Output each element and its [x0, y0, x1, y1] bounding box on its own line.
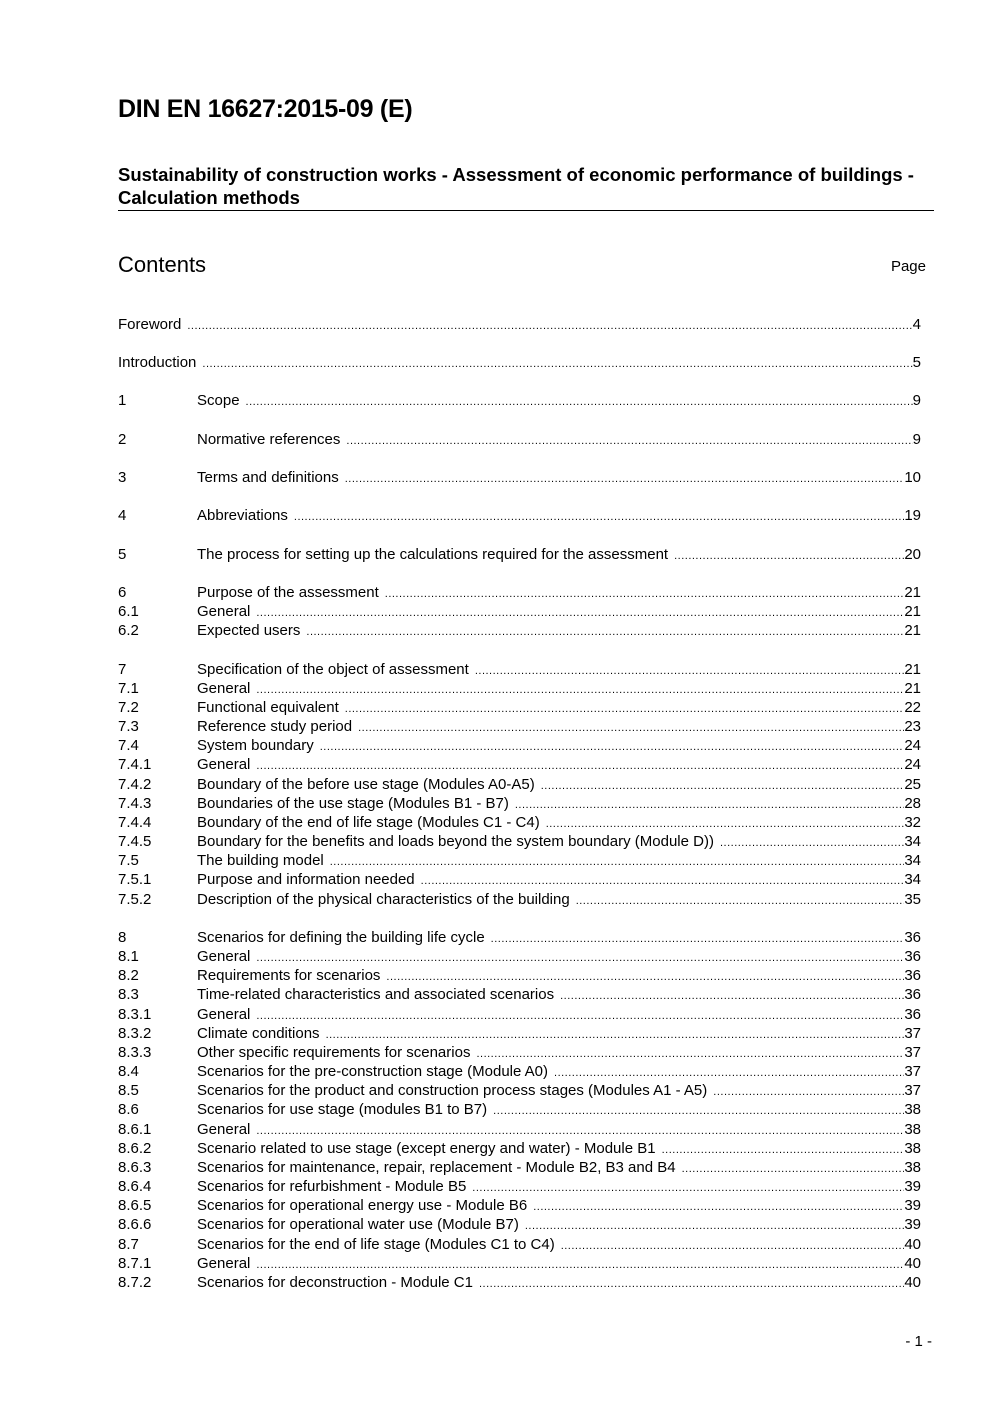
toc-entry[interactable]: [118, 1100, 921, 1119]
toc-section-number: 6.2: [118, 622, 139, 639]
toc-page-number: 38: [904, 1159, 921, 1176]
toc-page-number: 28: [904, 795, 921, 812]
toc-page-number: 10: [904, 469, 921, 486]
toc-page-number: 36: [904, 986, 921, 1003]
toc-dot-leader: [246, 395, 913, 410]
toc-dot-leader: [330, 855, 905, 870]
toc-dot-leader: [713, 1085, 904, 1100]
toc-page-number: 32: [904, 814, 921, 831]
toc-dot-leader: [525, 1219, 904, 1234]
toc-section-number: 8.3: [118, 986, 139, 1003]
toc-page-number: 24: [904, 737, 921, 754]
toc-entry[interactable]: [118, 1062, 921, 1081]
toc-dot-leader: [421, 874, 905, 889]
toc-section-title: Reference study period: [197, 718, 353, 735]
toc-section-title: Climate conditions: [197, 1025, 320, 1042]
toc-section-title: Scenarios for deconstruction - Module C1: [197, 1274, 473, 1291]
toc-page-number: 23: [904, 718, 921, 735]
toc-entry[interactable]: [118, 1120, 921, 1139]
toc-page-number: 38: [904, 1121, 921, 1138]
document-id: DIN EN 16627:2015-09 (E): [118, 95, 413, 123]
toc-dot-leader: [345, 702, 905, 717]
toc-section-number: 8.6.6: [118, 1216, 152, 1233]
toc-page-number: 25: [904, 776, 921, 793]
toc-page-number: 36: [904, 1006, 921, 1023]
toc-section-title: Scenarios for operational water use (Module B7): [197, 1216, 519, 1233]
toc-section-number: 7: [118, 661, 127, 678]
toc-entry[interactable]: [118, 1158, 921, 1177]
toc-section-number: 7.3: [118, 718, 139, 735]
toc-entry[interactable]: [118, 1005, 921, 1024]
toc-entry[interactable]: [118, 947, 921, 966]
toc-section-title: Description of the physical characteristics of the building: [197, 891, 570, 908]
toc-dot-leader: [554, 1066, 904, 1081]
toc-section-title: Other specific requirements for scenarios: [197, 1044, 471, 1061]
toc-section-number: 8.6.3: [118, 1159, 152, 1176]
toc-section-number: 7.4.3: [118, 795, 152, 812]
toc-entry[interactable]: [118, 1043, 921, 1062]
toc-section-number: 7.4.2: [118, 776, 152, 793]
toc-section-number: 7.4.1: [118, 756, 152, 773]
toc-section-number: 1: [118, 392, 127, 409]
toc-dot-leader: [256, 1124, 904, 1139]
toc-section-title: The process for setting up the calculations required for the assessment: [197, 546, 669, 563]
toc-dot-leader: [346, 434, 912, 449]
toc-entry[interactable]: [118, 1235, 921, 1254]
toc-section-number: 7.4: [118, 737, 139, 754]
toc-entry[interactable]: [118, 1177, 921, 1196]
toc-dot-leader: [560, 989, 904, 1004]
toc-entry[interactable]: [118, 1273, 921, 1292]
toc-entry[interactable]: [118, 775, 921, 794]
toc-section-number: 8.3.1: [118, 1006, 152, 1023]
toc-section-title: Specification of the object of assessment: [197, 661, 469, 678]
toc-page-number: 19: [904, 507, 921, 524]
toc-dot-leader: [546, 817, 905, 832]
toc-dot-leader: [491, 932, 905, 947]
toc-entry[interactable]: [118, 583, 921, 602]
page-column-label: Page: [890, 258, 926, 275]
toc-section-title: Scenarios for the pre-construction stage (Module A0): [197, 1063, 549, 1080]
toc-dot-leader: [326, 1028, 905, 1043]
toc-dot-leader: [476, 1047, 904, 1062]
toc-section-number: 8.6.2: [118, 1140, 152, 1157]
toc-section-title: Time-related characteristics and associated scenarios: [197, 986, 555, 1003]
toc-page-number: 4: [912, 316, 921, 333]
toc-section-title: General: [197, 1121, 251, 1138]
toc-section-title: Functional equivalent: [197, 699, 339, 716]
toc-entry[interactable]: [118, 736, 921, 755]
toc-section-title: Terms and definitions: [197, 469, 339, 486]
toc-dot-leader: [541, 779, 905, 794]
toc-dot-leader: [720, 836, 904, 851]
toc-page-number: 37: [904, 1025, 921, 1042]
toc-entry[interactable]: [118, 430, 921, 449]
toc-section-title: Foreword: [118, 316, 182, 333]
toc-section-number: 8.1: [118, 948, 139, 965]
toc-section-title: General: [197, 756, 251, 773]
toc-dot-leader: [674, 549, 904, 564]
toc-section-number: 2: [118, 431, 127, 448]
toc-section-number: 8.5: [118, 1082, 139, 1099]
toc-page-number: 21: [904, 622, 921, 639]
toc-page-number: 37: [904, 1082, 921, 1099]
toc-entry[interactable]: [118, 966, 921, 985]
contents-heading: Contents: [118, 252, 207, 277]
toc-entry[interactable]: [118, 468, 921, 487]
toc-page-number: 34: [904, 833, 921, 850]
toc-page-number: 21: [904, 661, 921, 678]
toc-section-title: Scope: [197, 392, 240, 409]
toc-dot-leader: [475, 664, 904, 679]
toc-section-title: Scenarios for maintenance, repair, replacement - Module B2, B3 and B4: [197, 1159, 676, 1176]
toc-dot-leader: [187, 319, 912, 334]
toc-entry[interactable]: [118, 1024, 921, 1043]
toc-entry[interactable]: [118, 755, 921, 774]
document-title: Sustainability of construction works - Assessment of economic performance of buildings - Calculation methods: [118, 164, 914, 208]
toc-page-number: 35: [904, 891, 921, 908]
toc-entry[interactable]: [118, 832, 921, 851]
toc-page-number: 36: [904, 948, 921, 965]
toc-section-title: Scenario related to use stage (except energy and water) - Module B1: [197, 1140, 656, 1157]
toc-page-number: 21: [904, 680, 921, 697]
toc-dot-leader: [320, 740, 905, 755]
toc-page-number: 9: [912, 431, 921, 448]
toc-entry[interactable]: [118, 698, 921, 717]
toc-page-number: 9: [912, 392, 921, 409]
toc-section-title: Boundary of the end of life stage (Modules C1 - C4): [197, 814, 540, 831]
toc-section-number: 8.3.3: [118, 1044, 152, 1061]
toc-entry[interactable]: [118, 660, 921, 679]
toc-page-number: 20: [904, 546, 921, 563]
toc-page-number: 39: [904, 1178, 921, 1195]
toc-dot-leader: [256, 1009, 904, 1024]
toc-section-title: General: [197, 1006, 251, 1023]
toc-entry[interactable]: [118, 506, 921, 525]
toc-dot-leader: [386, 970, 904, 985]
toc-section-title: Purpose of the assessment: [197, 584, 379, 601]
toc-dot-leader: [533, 1200, 904, 1215]
toc-dot-leader: [306, 625, 904, 640]
toc-section-number: 8.7.2: [118, 1274, 152, 1291]
toc-entry[interactable]: [118, 679, 921, 698]
toc-section-number: 8.6.4: [118, 1178, 152, 1195]
toc-section-title: System boundary: [197, 737, 314, 754]
toc-entry[interactable]: [118, 870, 921, 889]
toc-page-number: 36: [904, 967, 921, 984]
toc-section-number: 7.5: [118, 852, 139, 869]
toc-section-number: 7.5.2: [118, 891, 152, 908]
toc-section-number: 8.6.1: [118, 1121, 152, 1138]
toc-dot-leader: [662, 1143, 905, 1158]
toc-entry[interactable]: [118, 353, 921, 372]
toc-page-number: 37: [904, 1063, 921, 1080]
toc-dot-leader: [493, 1104, 904, 1119]
toc-page-number: 40: [904, 1236, 921, 1253]
toc-section-number: 7.1: [118, 680, 139, 697]
toc-entry[interactable]: [118, 545, 921, 564]
toc-page-number: 24: [904, 756, 921, 773]
toc-section-title: Boundary for the benefits and loads beyond the system boundary (Module D)): [197, 833, 714, 850]
toc-entry[interactable]: [118, 1081, 921, 1100]
toc-entry[interactable]: [118, 890, 921, 909]
toc-section-title: Scenarios for the product and construction process stages (Modules A1 - A5): [197, 1082, 708, 1099]
toc-section-title: Scenarios for operational energy use - Module B6: [197, 1197, 528, 1214]
toc-page-number: 39: [904, 1216, 921, 1233]
toc-entry[interactable]: [118, 602, 921, 621]
toc-section-number: 6.1: [118, 603, 139, 620]
toc-dot-leader: [472, 1181, 904, 1196]
toc-section-title: General: [197, 1255, 251, 1272]
toc-section-number: 8.2: [118, 967, 139, 984]
toc-entry[interactable]: [118, 1196, 921, 1215]
toc-section-title: The building model: [197, 852, 324, 869]
toc-page-number: 5: [912, 354, 921, 371]
toc-page-number: 21: [904, 603, 921, 620]
toc-dot-leader: [385, 587, 905, 602]
toc-dot-leader: [515, 798, 904, 813]
toc-entry[interactable]: [118, 928, 921, 947]
toc-dot-leader: [576, 894, 905, 909]
toc-dot-leader: [358, 721, 904, 736]
toc-section-number: 5: [118, 546, 127, 563]
toc-page-number: 22: [904, 699, 921, 716]
toc-page-number: 39: [904, 1197, 921, 1214]
toc-dot-leader: [256, 606, 904, 621]
toc-page-number: 34: [904, 871, 921, 888]
toc-page-number: 36: [904, 929, 921, 946]
toc-section-number: 8.3.2: [118, 1025, 152, 1042]
toc-section-number: 7.4.5: [118, 833, 152, 850]
toc-dot-leader: [202, 357, 912, 372]
toc-section-title: Normative references: [197, 431, 341, 448]
toc-section-number: 7.4.4: [118, 814, 152, 831]
toc-page-number: 38: [904, 1101, 921, 1118]
toc-section-title: Introduction: [118, 354, 197, 371]
toc-section-title: Purpose and information needed: [197, 871, 415, 888]
toc-section-title: Boundaries of the use stage (Modules B1 - B7): [197, 795, 509, 812]
toc-section-title: General: [197, 603, 251, 620]
toc-entry[interactable]: [118, 794, 921, 813]
toc-section-title: General: [197, 948, 251, 965]
toc-dot-leader: [294, 510, 904, 525]
toc-section-title: Scenarios for defining the building life cycle: [197, 929, 485, 946]
toc-entry[interactable]: [118, 621, 921, 640]
toc-dot-leader: [479, 1277, 904, 1292]
toc-entry[interactable]: [118, 985, 921, 1004]
toc-page-number: 40: [904, 1274, 921, 1291]
toc-page-number: 37: [904, 1044, 921, 1061]
toc-section-title: Scenarios for use stage (modules B1 to B7): [197, 1101, 488, 1118]
toc-page-number: 21: [904, 584, 921, 601]
toc-section-title: Scenarios for refurbishment - Module B5: [197, 1178, 467, 1195]
toc-page-number: 40: [904, 1255, 921, 1272]
toc-section-title: Boundary of the before use stage (Modules A0-A5): [197, 776, 535, 793]
toc-entry[interactable]: [118, 1215, 921, 1234]
title-divider: [118, 210, 934, 211]
toc-section-number: 8: [118, 929, 127, 946]
toc-section-number: 8.6: [118, 1101, 139, 1118]
toc-section-title: Scenarios for the end of life stage (Modules C1 to C4): [197, 1236, 555, 1253]
toc-entry[interactable]: [118, 391, 921, 410]
toc-section-title: General: [197, 680, 251, 697]
toc-entry[interactable]: [118, 1254, 921, 1273]
toc-dot-leader: [256, 951, 904, 966]
toc-section-title: Requirements for scenarios: [197, 967, 381, 984]
toc-page-number: 34: [904, 852, 921, 869]
toc-dot-leader: [682, 1162, 905, 1177]
toc-section-title: Abbreviations: [197, 507, 288, 524]
toc-section-number: 6: [118, 584, 127, 601]
toc-section-number: 7.2: [118, 699, 139, 716]
toc-entry[interactable]: [118, 851, 921, 870]
toc-entry[interactable]: [118, 315, 921, 334]
toc-section-title: Expected users: [197, 622, 301, 639]
toc-section-number: 8.4: [118, 1063, 139, 1080]
toc-dot-leader: [561, 1239, 905, 1254]
toc-dot-leader: [256, 683, 904, 698]
toc-page-number: 38: [904, 1140, 921, 1157]
toc-entry[interactable]: [118, 813, 921, 832]
toc-section-number: 8.7: [118, 1236, 139, 1253]
toc-section-number: 8.6.5: [118, 1197, 152, 1214]
toc-section-number: 8.7.1: [118, 1255, 152, 1272]
page-number: - 1 -: [905, 1333, 932, 1350]
toc-section-number: 3: [118, 469, 127, 486]
toc-section-number: 4: [118, 507, 127, 524]
toc-entry[interactable]: [118, 1139, 921, 1158]
toc-dot-leader: [256, 1258, 904, 1273]
toc-section-number: 7.5.1: [118, 871, 152, 888]
toc-entry[interactable]: [118, 717, 921, 736]
toc-dot-leader: [256, 759, 904, 774]
toc-dot-leader: [345, 472, 905, 487]
